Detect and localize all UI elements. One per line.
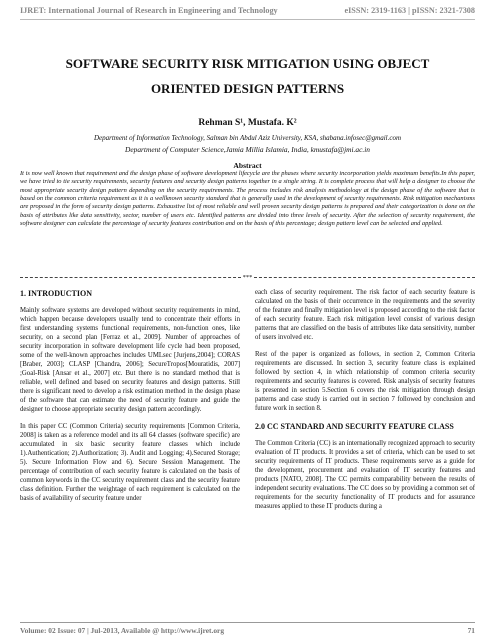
abstract-text: It is now well known that requirement and the design phase of software development lifecycle are the phases where security incorporation yields maximum benefits.In this paper, we have tried to tie security requirements, security features and security design patterns together in a single string. It is complete process that will help a designer to choose the most appropriate security design pattern depending on the security requirements. The process includes risk analysis methodology at the design phase of the software that is based on the common criteria requirement as it is a wellknown security standard that is generally used in the development of security requirements. Risk mitigation mechanisms are proposed in the form of security design patterns. Exhaustive list of most reliable and well proven security design patterns is prepared and their categorization is done on the basis of attributes like data sensitivity, sector, number of users etc. Identified patterns are divided into three levels of security. After the selection of security requirement, the software designer can calculate the percentage of security features contribution and on the basis of this percentage; design pattern level can be selected and applied. [20,170,475,227]
page-number: 71 [467,626,475,635]
page-footer [20,626,475,635]
right-paragraph-2: Rest of the paper is organized as follows, in section 2, Common Criteria requirements are discussed. In section 3, security feature class is explained followed by section 4, in which relationship of common criteria security requirements and security features is covered. Risk analysis of security features is presented in section 5.Section 6 covers the risk mitigation through design patterns and case study is carried out in section 7 followed by conclusion and future work in section 8. [255,351,475,413]
affiliation-1: Department of Information Technology, Salman bin Abdul Aziz University, KSA, shabana.infosec@gmail.com [93,134,402,142]
author-list: Rehman S¹, Mustafa. K² [198,118,297,128]
left-column [20,288,240,511]
section-2-paragraph-1: The Common Criteria (CC) is an internationally recognized approach to security evaluation of IT products. It provides a set of criteria, which can be used to set security requirements of IT products. These requirements serve as a guide for the development, procurement and evaluation of IT security features and products [NATO, 2008]. The CC permits comparability between the results of independent security evaluations. The CC does so by providing a common set of requirements for the security functionality of IT products and for assurance measures applied to these IT products during a [255,440,475,511]
journal-name: IJRET: International Journal of Research in Engineering and Technology [20,6,278,15]
introduction-heading: 1. INTRODUCTION [20,289,93,298]
abstract-heading: Abstract [233,161,262,170]
section-separator [20,273,475,281]
paper-title-line-1: SOFTWARE SECURITY RISK MITIGATION USING OBJECT [65,56,430,71]
footer-rule [20,622,475,623]
separator-dash-right [254,277,475,278]
header-rule [20,19,475,20]
separator-dash-left [20,277,241,278]
introduction-paragraph-2: In this paper CC (Common Criteria) security requirements [Common Criteria, 2008] is taken as a reference model and its all 64 classes (software specific) are accumulated in six basic security feature classes which include 1).Authentication; 2).Authorization; 3). Audit and Logging; 4).Secured Storage; 5). Secure Information Flow and 6). Secure Session Management. The percentage of contribution of each security feature is calculated on the basis of common keywords in the CC security requirement class and the security feature class definition. Further the weightage of each requirement is calculated on the basis of availability of security feature under [20,423,240,503]
volume-info: Volume: 02 Issue: 07 | Jul-2013, Available @ http://www.ijret.org [20,626,225,635]
section-2-heading: 2.0 CC STANDARD AND SECURITY FEATURE CLASS [255,422,454,432]
paper-title-line-2: ORIENTED DESIGN PATTERNS [150,81,345,96]
introduction-paragraph-1: Mainly software systems are developed without security requirements in mind, which happen because developers usually tend to concentrate their efforts in first understanding systems functional requirements, non-function ones, like security, on a second plan [Ferraz et al., 2009]. Number of approaches of security incorporation in software development life cycle had been proposed, some of the well-known approaches includes UMLsec [Jurjens,2004]; CORAS [Braber, 2003]; CLASP [Chandra, 2006]; SecureTropos[Mouratidis, 2007] ;Goal-Risk [Ansar et al., 2007] etc. But there is no standard method that is reliable, well defined and based on security features and design patterns. Still there is significant need to develop a risk estimation method in the design phase of the software that can estimate the need of security feature and guide the designer to choose appropriate security design pattern accordingly. [20,306,240,414]
separator-stars: *** [242,273,253,281]
affiliation-2: Department of Computer Science,Jamia Millia Islamia, India, kmustafa@jmi.ac.in [125,145,370,154]
running-header [20,6,475,15]
issn-info: eISSN: 2319-1163 | pISSN: 2321-7308 [344,6,475,15]
right-column [255,288,475,519]
right-paragraph-1: each class of security requirement. The risk factor of each security feature is calculated on the basis of their occurrence in the requirements and the severity of the feature and finally mitigation level is proposed according to the risk factor of each security feature. Each risk mitigation level consist of various design patterns that are classified on the basis of attributes like data sensitivity, number of users involved etc. [255,289,475,342]
